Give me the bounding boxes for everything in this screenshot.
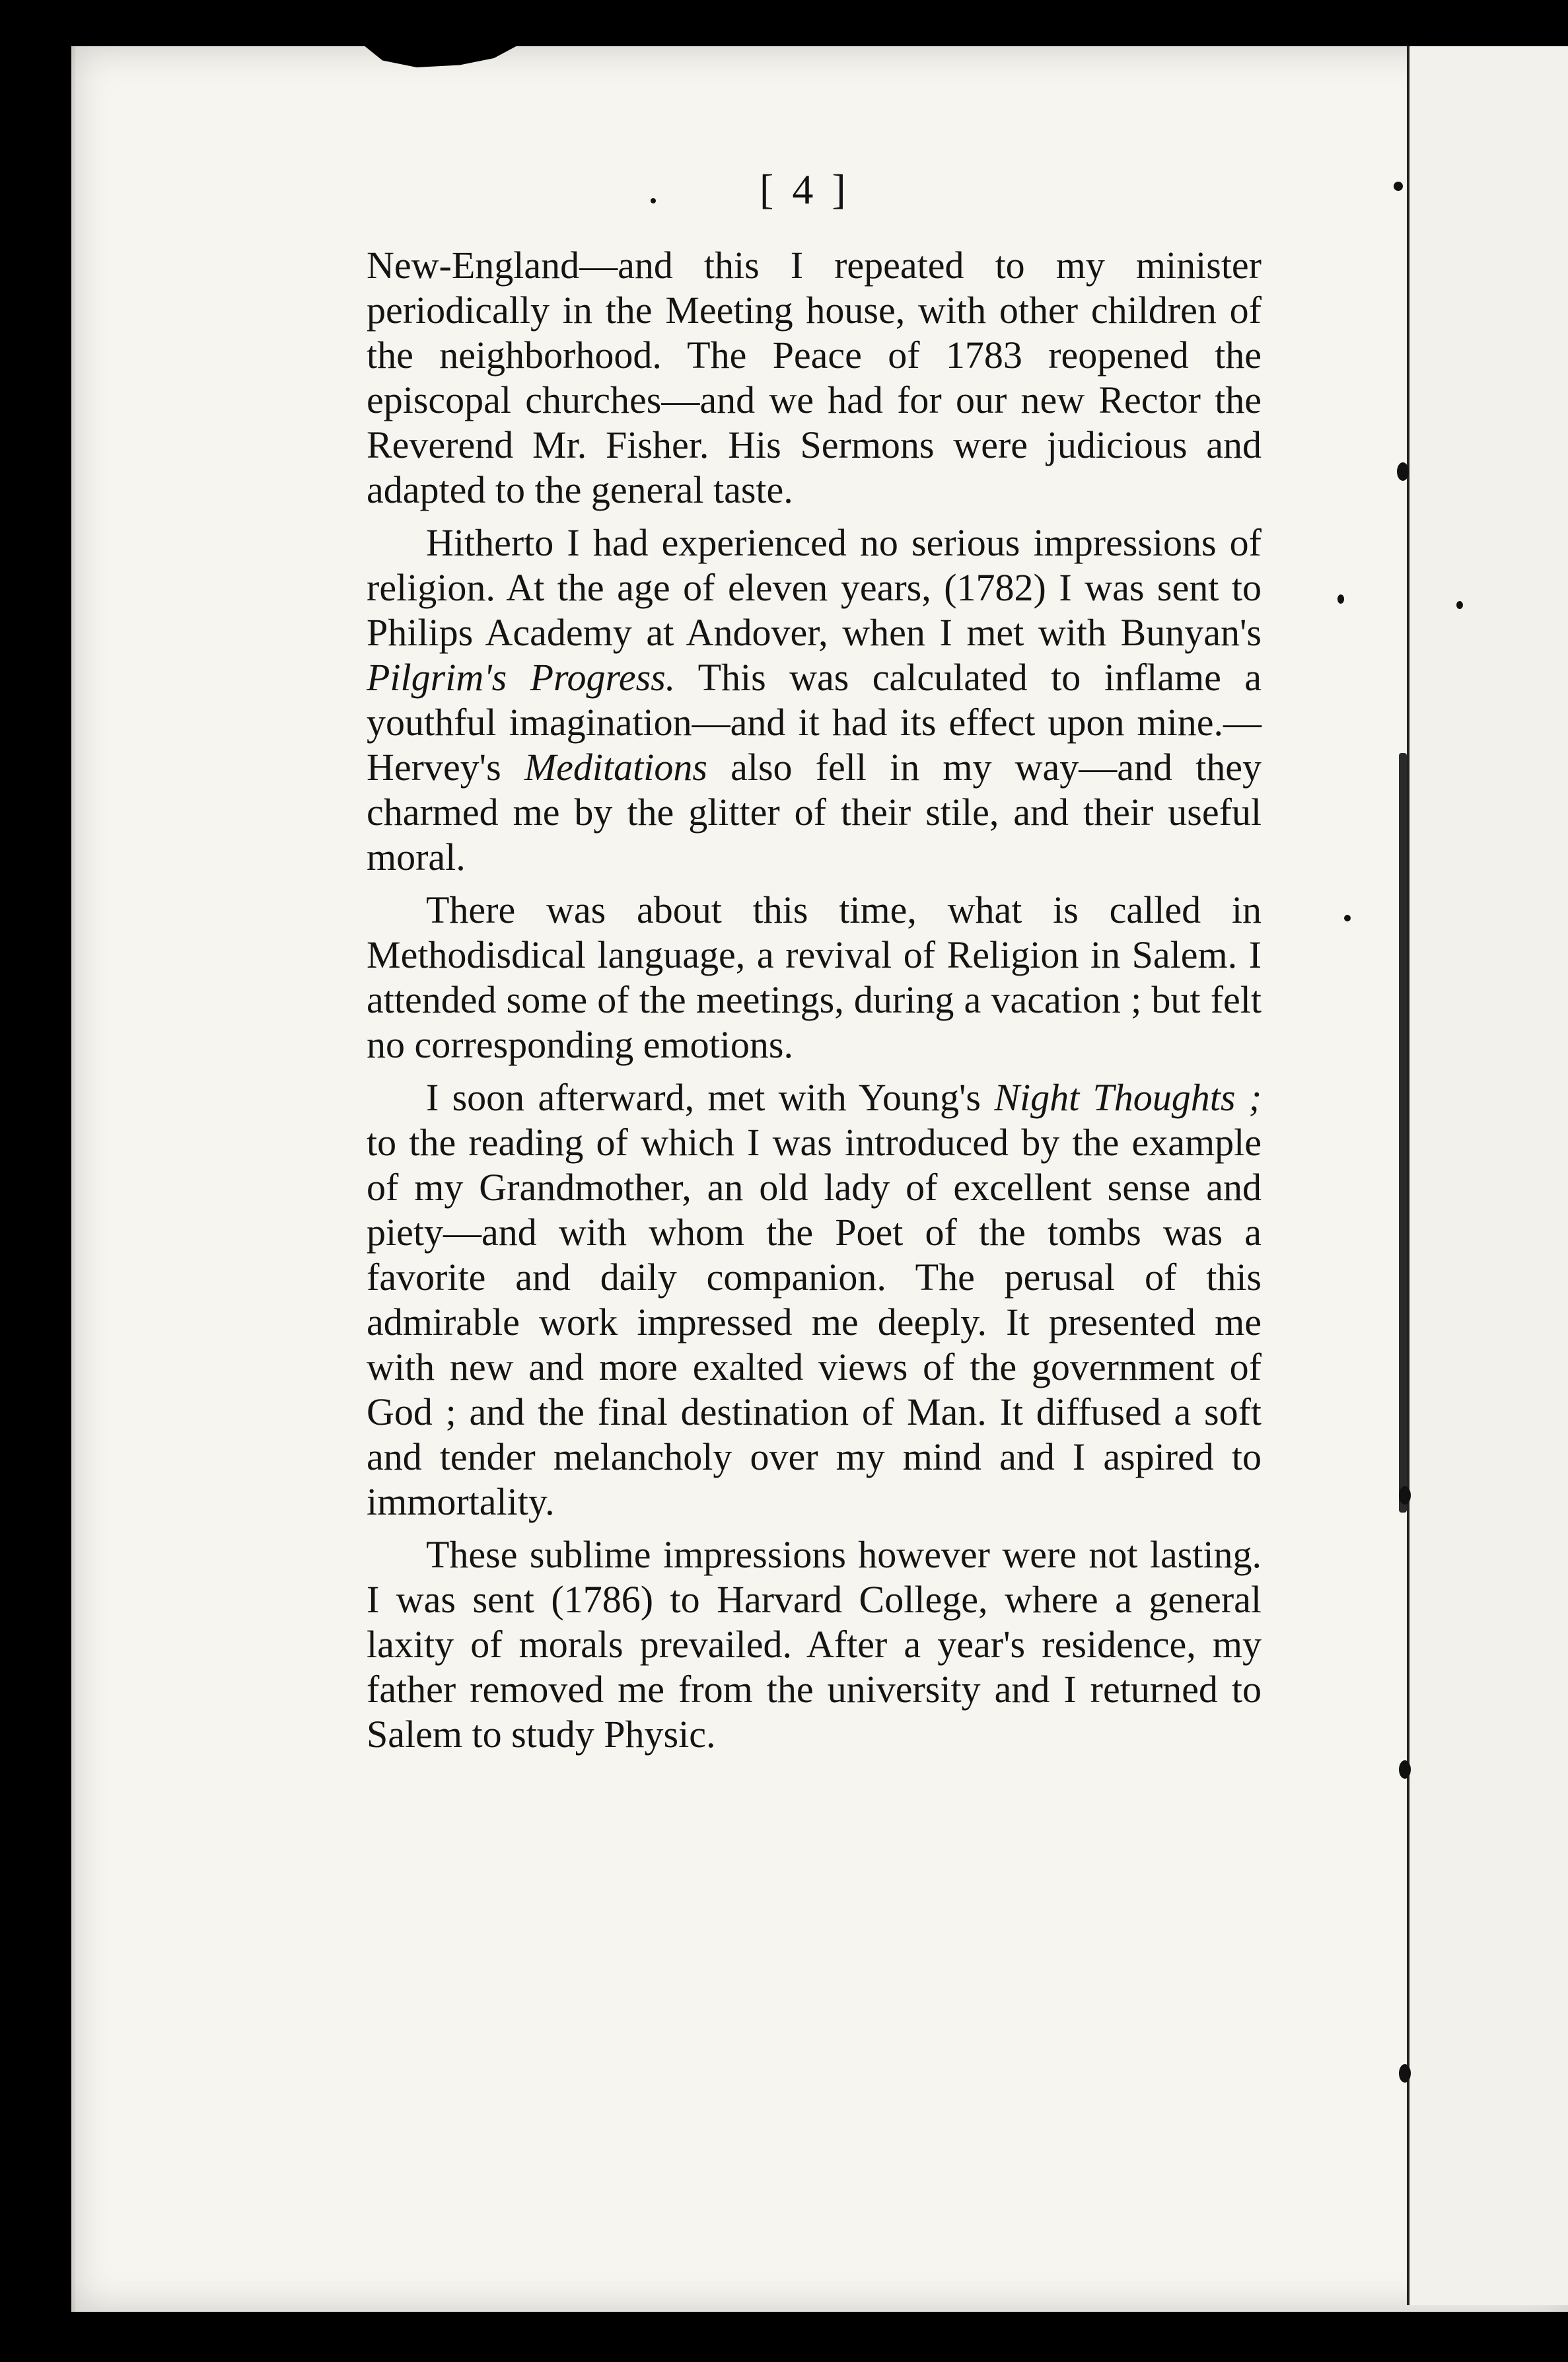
binding-stitch: [1399, 2064, 1411, 2083]
binding-stitch: [1399, 1486, 1411, 1505]
text-run: There was about this time, what is called in Methodisdical language, a revival of Religion in Salem. I attended some of the meetings, during a vacation ; but felt no corresponding emotions.: [367, 888, 1262, 1066]
text-run: These sublime impressions however were not lasting. I was sent (1786) to Harvard College, where a general laxity of morals prevailed. After a year's residence, my father removed me from the university and I returned to Salem to study Physic.: [367, 1533, 1262, 1756]
ink-speck: [1344, 915, 1351, 921]
body-text: [367, 243, 1262, 1765]
binding-stitch: [1397, 462, 1409, 481]
text-run: also fell in my way—and they charmed me by the glitter of their stile, and their useful moral.: [367, 746, 1262, 878]
paragraph: [367, 1075, 1262, 1524]
ink-speck: [651, 198, 656, 203]
ink-speck: [1456, 601, 1463, 609]
italic-text: Night Thoughts ;: [994, 1076, 1262, 1119]
paragraph: [367, 520, 1262, 880]
text-run: to the reading of which I was introduced by the example of my Grandmother, an old lady of excellent sense and piety—and with whom the Poet of the tombs was a favorite and daily companion. The perusal of this admirable work impressed me deeply. It presented me with new and more exalted views of the government of God ; and the final destination of Man. It diffused a soft and tender melancholy over my mind and I aspired to immortality.: [367, 1121, 1262, 1523]
binding-stitch: [1399, 1760, 1411, 1779]
italic-text: Meditations: [524, 746, 707, 789]
page-number: [ 4 ]: [760, 166, 850, 213]
paragraph: [367, 1532, 1262, 1757]
text-run: I soon afterward, met with Young's: [426, 1076, 995, 1119]
text-run: Hitherto I had experienced no serious impressions of religion. At the age of eleven years, (1782) I was sent to Philips Academy at Andover, when I met with Bunyan's: [367, 521, 1262, 654]
facing-page-edge: [1407, 46, 1568, 2305]
ink-speck: [1337, 594, 1344, 604]
paragraph: [367, 243, 1262, 513]
italic-text: Pilgrim's Progress.: [367, 656, 676, 699]
ink-speck: [1394, 182, 1403, 191]
text-run: This was calculated to inflame a youthful imagination—and it had its effect upon mine.—Hervey's: [367, 656, 1262, 789]
binding-spine: [1399, 753, 1407, 1513]
paragraph: [367, 888, 1262, 1067]
text-run: New-England—and this I repeated to my minister periodically in the Meeting house, with other children of the neighborhood. The Peace of 1783 reopened the episcopal churches—and we had for our new Rector the Reverend Mr. Fisher. His Sermons were judicious and adapted to the general taste.: [367, 244, 1262, 511]
